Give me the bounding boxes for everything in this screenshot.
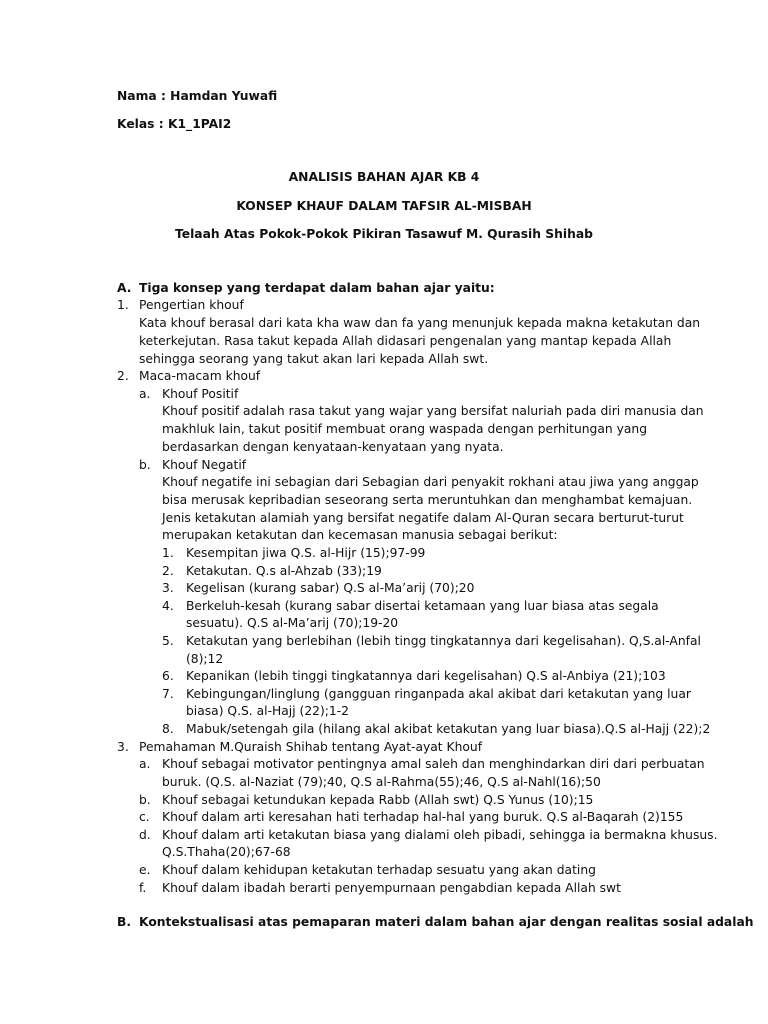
item3-list-marker: c.	[139, 810, 150, 824]
item1-body-line: Kata khouf berasal dari kata kha waw dan fa yang menunjuk kepada makna ketakutan dan	[139, 316, 701, 330]
item1-body-line: keterkejutan. Rasa takut kepada Allah didasari pengenalan yang mantap kepada Allah	[139, 334, 672, 348]
item1-marker: 1.	[117, 298, 129, 312]
item3-list-text: buruk. (Q.S. al-Naziat (79);40, Q.S al-Rahma(55);46, Q.S al-Nahl(16);50	[162, 775, 601, 789]
section-a-heading: Tiga konsep yang terdapat dalam bahan ajar yaitu:	[139, 281, 495, 295]
item3-list-marker: b.	[139, 793, 151, 807]
sub-a-body-line: berdasarkan dengan kenyataan-kenyataan yang nyata.	[162, 440, 504, 454]
sub-b-body-line: bisa merusak kepribadian seseorang serta meruntuhkan dan menghambat kemajuan.	[162, 493, 693, 507]
item1-title: Pengertian khouf	[139, 298, 244, 312]
list-item-text: Kepanikan (lebih tinggi tingkatannya dari kegelisahan) Q.S al-Anbiya (21);103	[186, 669, 666, 683]
student-class: Kelas : K1_1PAI2	[117, 117, 232, 131]
item3-list-marker: f.	[139, 881, 147, 895]
doc-subtitle: KONSEP KHAUF DALAM TAFSIR AL-MISBAH	[236, 199, 532, 213]
sub-b-body-line: Jenis ketakutan alamiah yang bersifat negatife dalam Al-Quran secara berturut-turut	[162, 511, 684, 525]
sub-b-title: Khouf Negatif	[162, 458, 247, 472]
item3-list-text: Khouf dalam arti ketakutan biasa yang dialami oleh pibadi, sehingga ia bermakna khusus.	[162, 828, 718, 842]
item3-list-marker: e.	[139, 863, 151, 877]
item2-marker: 2.	[117, 369, 129, 383]
list-item-text: Kesempitan jiwa Q.S. al-Hijr (15);97-99	[186, 546, 426, 560]
list-item-marker: 2.	[162, 564, 174, 578]
section-b-marker: B.	[117, 915, 132, 929]
list-item-marker: 6.	[162, 669, 174, 683]
item3-list-text: Khouf sebagai ketundukan kepada Rabb (Allah swt) Q.S Yunus (10);15	[162, 793, 594, 807]
list-item-text: (8);12	[186, 652, 224, 666]
list-item-marker: 5.	[162, 634, 174, 648]
item3-list-marker: a.	[139, 757, 151, 771]
list-item-marker: 1.	[162, 546, 174, 560]
list-item-marker: 4.	[162, 599, 174, 613]
sub-b-marker: b.	[139, 458, 151, 472]
list-item-text: Berkeluh-kesah (kurang sabar disertai ketamaan yang luar biasa atas segala	[186, 599, 659, 613]
item3-list-text: Khouf sebagai motivator pentingnya amal saleh dan menghindarkan diri dari perbuatan	[162, 757, 705, 771]
item2-title: Maca-macam khouf	[139, 369, 261, 383]
sub-a-marker: a.	[139, 387, 151, 401]
item3-list-text: Q.S.Thaha(20);67-68	[162, 845, 291, 859]
list-item-text: biasa) Q.S. al-Hajj (22);1-2	[186, 704, 349, 718]
section-a-marker: A.	[117, 281, 132, 295]
sub-a-body-line: makhluk lain, takut positif membuat orang waspada dengan perhitungan yang	[162, 422, 647, 436]
section-b-heading: Kontekstualisasi atas pemaparan materi dalam bahan ajar dengan realitas sosial adalah	[139, 915, 754, 929]
item1-body-line: sehingga seorang yang takut akan lari kepada Allah swt.	[139, 352, 489, 366]
list-item-text: Ketakutan. Q.s al-Ahzab (33);19	[186, 564, 382, 578]
sub-a-title: Khouf Positif	[162, 387, 239, 401]
doc-title: ANALISIS BAHAN AJAR KB 4	[288, 170, 480, 184]
item3-title: Pemahaman M.Quraish Shihab tentang Ayat-ayat Khouf	[139, 740, 483, 754]
list-item-text: Kebingungan/linglung (gangguan ringanpada akal akibat dari ketakutan yang luar	[186, 687, 691, 701]
sub-a-body-line: Khouf positif adalah rasa takut yang wajar yang bersifat naluriah pada diri manusia dan	[162, 404, 704, 418]
list-item-marker: 8.	[162, 722, 174, 736]
item3-list-text: Khouf dalam ibadah berarti penyempurnaan pengabdian kepada Allah swt	[162, 881, 621, 895]
list-item-text: sesuatu). Q.S al-Ma’arij (70);19-20	[186, 616, 399, 630]
item3-list-text: Khouf dalam arti keresahan hati terhadap hal-hal yang buruk. Q.S al-Baqarah (2)155	[162, 810, 684, 824]
item3-marker: 3.	[117, 740, 129, 754]
list-item-marker: 3.	[162, 581, 174, 595]
sub-b-body-line: Khouf negatife ini sebagian dari Sebagian dari penyakit rokhani atau jiwa yang anggap	[162, 475, 699, 489]
item3-list-text: Khouf dalam kehidupan ketakutan terhadap sesuatu yang akan dating	[162, 863, 596, 877]
item3-list-marker: d.	[139, 828, 151, 842]
list-item-text: Ketakutan yang berlebihan (lebih tingg tingkatannya dari kegelisahan). Q,S.al-Anfal	[186, 634, 701, 648]
sub-b-body-line: merupakan ketakutan dan kecemasan manusia sebagai berikut:	[162, 528, 558, 542]
list-item-text: Kegelisan (kurang sabar) Q.S al-Ma’arij (70);20	[186, 581, 475, 595]
list-item-marker: 7.	[162, 687, 174, 701]
student-name: Nama : Hamdan Yuwafi	[117, 89, 278, 103]
list-item-text: Mabuk/setengah gila (hilang akal akibat ketakutan yang luar biasa).Q.S al-Hajj (22);2	[186, 722, 711, 736]
doc-subtitle-2: Telaah Atas Pokok-Pokok Pikiran Tasawuf M. Qurasih Shihab	[175, 227, 593, 241]
